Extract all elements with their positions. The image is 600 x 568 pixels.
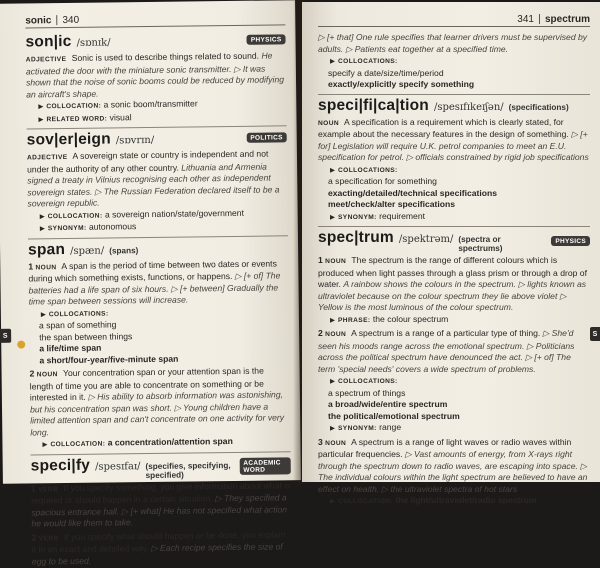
right-running-head (318, 12, 590, 27)
definition: Sonic is used to describe things related to sound. (71, 50, 260, 63)
pos-label: ADJECTIVE (25, 55, 67, 64)
entry-specify-header: speci|fy /spesɪfaɪ/ (specifies, specifying, specified) ACADEMIC WORD (31, 451, 291, 481)
headword-specify: speci|fy (30, 456, 91, 474)
entry-sonic-header (25, 30, 285, 51)
collocation-item: a spectrum of things (328, 387, 406, 398)
span-sense-2: 2 NOUN Your concentration span or your attention span is the length of time you are able to concentrate on something or be interested in it. ▷ His ability to absorb information was astonishing, but his concentration span was short. ▷ Young children have a limited attention span and can't concentrate on one activity for very long. (29, 365, 285, 437)
triangle-icon: ▶ (330, 213, 335, 221)
subject-tag-sovereign: POLITICS (246, 132, 286, 142)
collocation-item: the political/emotional spectrum (328, 410, 460, 421)
collocation-item: exactly/explicitly specify something (328, 79, 475, 89)
sovereign-sense: ADJECTIVE A sovereign state or country is independent and not under the authority of any other country. Lithuania and Armenia signed a treaty in Vilnius recognising each other as independent sovereign states. ▷ The Russian Federation declared itself to be a sovereign republic. (26, 148, 280, 209)
span-sense-1: 1 NOUN A span is the period of time between two dates or events during which something exists, functions, or happens. ▷ [+ of] The batteries had a life span of six hours. ▷ [+ between] Gradually the time span between sessions will increase. (28, 257, 281, 307)
sonic-sense (26, 50, 287, 100)
collocation-item: the span between things (39, 330, 133, 342)
triangle-icon: ▶ (39, 225, 45, 233)
triangle-icon: ▶ (42, 441, 48, 449)
spectrum-synonym: ▶ SYNONYM: range (330, 422, 402, 432)
head-divider (56, 15, 57, 25)
collocation-item: specify a date/size/time/period (328, 67, 444, 78)
collocation-item: exacting/detailed/technical specifications (328, 187, 498, 198)
specify-sense-2: 2 VERB If you specify what should happen or be done, you explain it in an exact and detailed way. ▷ Each recipe specifies the size of egg to be used. (31, 528, 286, 566)
left-running-head (25, 10, 285, 28)
spectrum-sense-2: 2 NOUN A spectrum is a range of a particular type of thing. ▷ She'd seen his moods range across the emotional spectrum. ▷ Politicians across the political spectrum have denounced the act. ▷ [+ of] The term 'special needs' covers a wide spectrum of problems. (318, 328, 575, 374)
headword-specification: speci|fi|ca|tion (318, 96, 429, 114)
left-page-number: 340 (62, 14, 80, 26)
triangle-icon: ▶ (330, 316, 335, 324)
spectrum-phrase: ▶ PHRASE: the colour spectrum (330, 313, 449, 324)
triangle-icon: ▶ (330, 58, 335, 65)
pron-sovereign: /sɒvrɪn/ (115, 134, 155, 147)
collocation-item: meet/check/alter specifications (328, 199, 456, 209)
collocation-item: a span of something (38, 319, 117, 331)
specify-continued: ▷ [+ that] One rule specifies that learner drivers must be supervised by adults. ▷ Patients eat together at a specified time. (318, 32, 588, 54)
left-page (0, 0, 301, 566)
pron-sonic: /sɒnɪk/ (76, 37, 111, 49)
triangle-icon: ▶ (330, 425, 335, 432)
triangle-icon: ▶ (330, 378, 335, 385)
specification-collocations: ▶ COLLOCATIONS: (330, 166, 398, 174)
right-page-number: 341 (517, 13, 534, 25)
headword-sovereign: sov|er|eign (26, 130, 111, 149)
headword-sonic: son|ic (25, 32, 72, 51)
triangle-icon: ▶ (40, 310, 46, 318)
triangle-icon: ▶ (38, 115, 44, 123)
sovereign-collocation: ▶ COLLOCATION: a sovereign nation/state/government (39, 207, 244, 220)
head-divider (539, 14, 540, 24)
collocation-item: a broad/wide/entire spectrum (328, 399, 448, 409)
thumb-index-tab-right: S (590, 327, 600, 341)
sonic-collocation: ▶ COLLOCATION: a sonic boom/transmitter (38, 98, 198, 111)
triangle-icon: ▶ (39, 212, 45, 220)
specify-sense-1: 1 VERB If you specify something, you give information about what is required or should happen in a certain situation. ▷ They specified a spacious entrance hall. ▷ [+ what] He has not specified what action he would like them to take. (30, 479, 291, 529)
triangle-icon: ▶ (330, 498, 335, 505)
yellow-sticker (17, 341, 25, 349)
entry-span-header: span /spæn/ (spans) (28, 235, 288, 259)
specify-collocations: ▶ COLLOCATIONS: (330, 58, 398, 65)
left-head-word: sonic (25, 14, 52, 26)
thumb-index-tab: S (0, 329, 11, 343)
sonic-related: ▶ RELATED WORD: visual (38, 111, 132, 123)
specification-synonym: ▶ SYNONYM: requirement (330, 210, 425, 221)
specification-sense: NOUN A specification is a requirement which is clearly stated, for example about the necessary features in the design of something. ▷ [+ for] Legislation will require U.K. petrol companies to meet an E.U. specification for petrol. ▷ officials constrained by rigid job specifications (318, 116, 589, 162)
collocation-item: a specification for something (328, 176, 437, 186)
example: He activated the door with the miniature sonic transmitter. ▷ It was shown that the noise of sonic booms could be reduced by modifying an aircraft's shape. (25, 50, 285, 99)
spectrum-collocations: ▶ COLLOCATIONS: (330, 378, 398, 385)
headword-spectrum: spec|trum (318, 229, 394, 246)
subject-tag-sonic: PHYSICS (247, 34, 286, 44)
span-collocations: ▶ COLLOCATIONS: (40, 310, 109, 318)
headword-span: span (27, 240, 66, 258)
triangle-icon: ▶ (330, 166, 335, 174)
entry-specification-header: speci|fi|ca|tion /spesɪfɪkeɪʃən/ (specifications) (318, 94, 590, 115)
subject-tag-spectrum: PHYSICS (551, 236, 590, 246)
entry-spectrum-header: spec|trum /spektrəm/ (spectra or spectrums) PHYSICS (318, 226, 590, 253)
collocation-item: a short/four-year/five-minute span (39, 353, 179, 365)
spectrum-sense-3: 3 NOUN A spectrum is a range of light waves or radio waves within particular frequencies. ▷ Vast amounts of energy, from X-rays right through the spectrum down to radio waves, are escaping into space. ▷ The individual colours within the light spectrum are believed to have an effect on health. ▷ the ultraviolet spectra of hot stars (318, 436, 588, 494)
triangle-icon: ▶ (38, 103, 44, 111)
collocation-item: a life/time span (39, 342, 102, 354)
academic-word-tag: ACADEMIC WORD (239, 457, 291, 475)
right-page (302, 2, 600, 505)
right-head-word: spectrum (544, 13, 590, 25)
spectrum-collocation-3: ▶ COLLOCATION: the light/ultraviolet/radio spectrum (330, 495, 537, 505)
span-collocation-2: ▶ COLLOCATION: a concentration/attention span (42, 435, 233, 449)
entry-sovereign-header (27, 125, 287, 149)
spectrum-sense-1: 1 NOUN The spectrum is the range of different colours which is produced when light passes through a glass prism or through a drop of water. A rainbow shows the colours in the spectrum. ▷ lights known as ultraviolet because on the colour spectrum they lie above violet ▷ Yellow is the most luminous of the colour spectrum. (318, 255, 587, 312)
sovereign-synonym: ▶ SYNONYM: autonomous (39, 221, 137, 233)
